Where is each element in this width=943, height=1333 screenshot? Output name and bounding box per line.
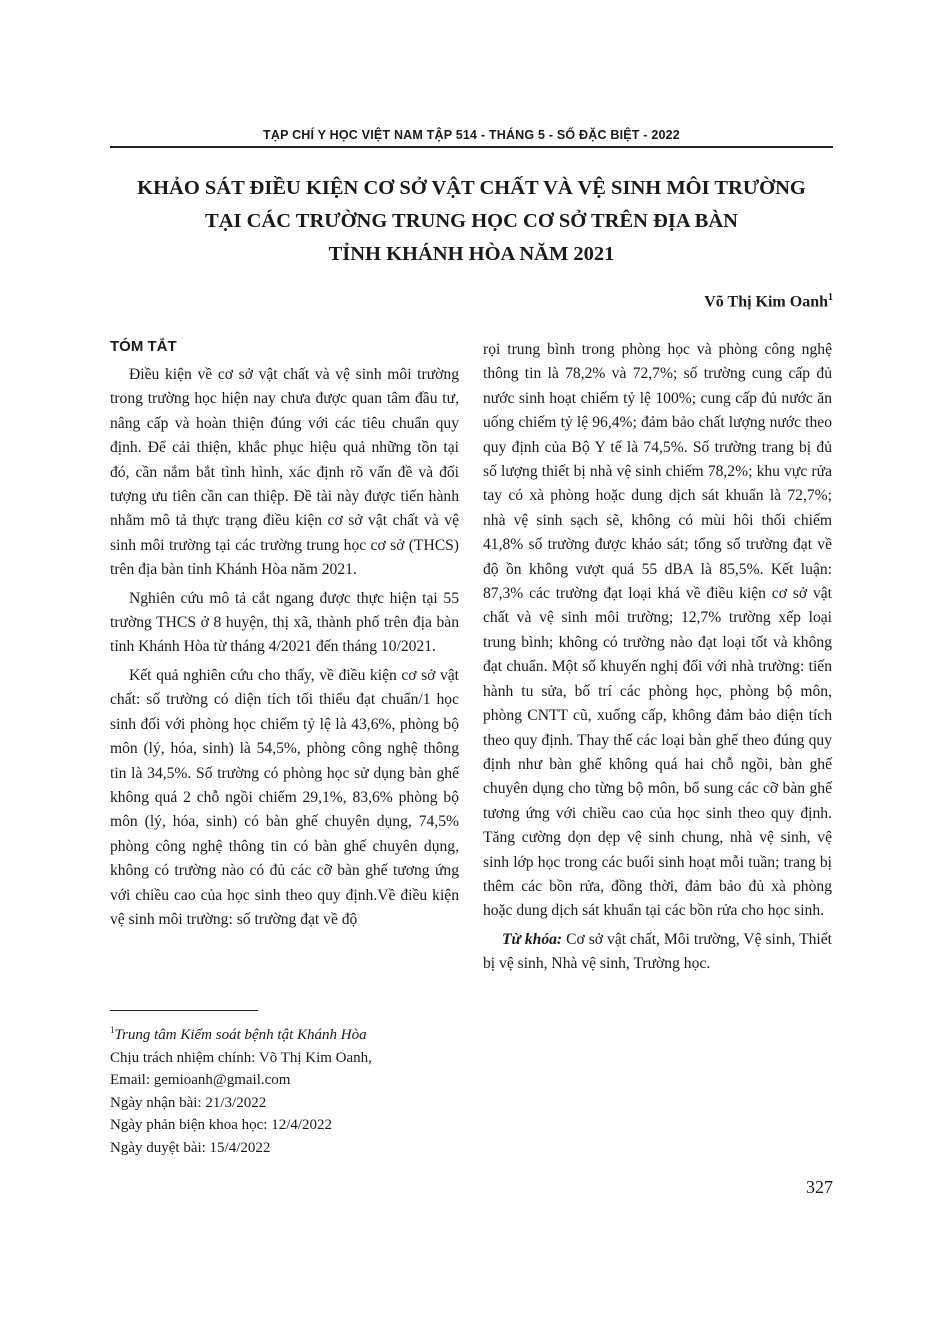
abstract-paragraph: Điều kiện về cơ sở vật chất và vệ sinh môi trường trong trường học hiện nay chưa được quan tâm đầu tư, nâng cấp và hoàn thiện đúng với các tiêu chuẩn quy định. Để cải thiện, khắc phục hiệu quả những tồn tại đó, cần nắm bắt tình hình, xác định rõ vấn đề và đối tượng ưu tiên cần can thiệp. Đề tài này được tiến hành nhằm mô tả thực trạng điều kiện cơ sở vật chất và vệ sinh môi trường tại các trường trung học cơ sở (THCS) trên địa bàn tỉnh Khánh Hòa năm 2021. [110, 366, 459, 579]
article-title [110, 172, 833, 271]
running-head: TẠP CHÍ Y HỌC VIỆT NAM TẬP 514 - THÁNG 5 - SỐ ĐẶC BIỆT - 2022 [263, 128, 680, 142]
abstract-heading: TÓM TẮT [110, 338, 177, 355]
author-text: Võ Thị Kim Oanh [704, 293, 828, 311]
author-affiliation-mark: 1 [828, 292, 833, 303]
title-line: KHẢO SÁT ĐIỀU KIỆN CƠ SỞ VẬT CHẤT VÀ VỆ SINH MÔI TRƯỜNG [137, 177, 806, 199]
keywords [483, 928, 832, 977]
date-reviewed: Ngày phản biện khoa học: 12/4/2022 [110, 1117, 333, 1133]
abstract-paragraph: rọi trung bình trong phòng học và phòng công nghệ thông tin là 78,2% và 72,7%; số trường cung cấp đủ nước sinh hoạt chiếm tỷ lệ 100%; cung cấp đủ nước ăn uống chiếm tỷ lệ 96,4%; đảm bảo chất lượng nước theo quy định của Bộ Y tế là 74,5%. Số trường trang bị đủ số lượng thiết bị nhà vệ sinh chiếm 78,2%; khu vực rửa tay có xà phòng hoặc dung dịch sát khuẩn là 72,7%; nhà vệ sinh sạch sẽ, không có mùi hôi thối chiếm 41,8% số trường được khảo sát; tổng số trường đạt về độ ồn không vượt quá 55 dBA là 85,5%. Kết luận: 87,3% các trường đạt loại khá về điều kiện cơ sở vật chất và vệ sinh môi trường; 12,7% trường xếp loại trung bình; không có trường nào đạt loại tốt và không đạt chuẩn. Một số khuyến nghị đối với nhà trường: tiến hành tu sửa, bố trí các phòng học, phòng bộ môn, phòng CNTT cũ, xuống cấp, không đảm bảo diện tích theo quy định. Thay thế các loại bàn ghế theo đúng quy định như bàn ghế không quá hai chỗ ngồi, bàn ghế chuyên dụng cho từng bộ môn, bổ sung các cỡ bàn ghế tương ứng với chiều cao của học sinh theo quy định. Tăng cường dọn dẹp vệ sinh chung, nhà vệ sinh, vệ sinh lớp học trong các buổi sinh hoạt mỗi tuần; trang bị thêm các bồn rửa, đồng thời, đảm bảo đủ xà phòng hoặc dung dịch sát khuẩn tại các bồn rửa cho học sinh. [483, 341, 832, 920]
abstract-paragraph: Nghiên cứu mô tả cắt ngang được thực hiện tại 55 trường THCS ở 8 huyện, thị xã, thành phố trên địa bàn tỉnh Khánh Hòa từ tháng 4/2021 đến tháng 10/2021. [110, 589, 459, 656]
author-name [704, 292, 833, 311]
title-line: TỈNH KHÁNH HÒA NĂM 2021 [328, 243, 615, 265]
right-column [483, 338, 832, 981]
date-accepted: Ngày duyệt bài: 15/4/2022 [110, 1139, 271, 1156]
keywords-text: Cơ sở vật chất, Môi trường, Vệ sinh, Thiết bị vệ sinh, Nhà vệ sinh, Trường học. [483, 930, 832, 973]
keywords-label: Từ khóa: [502, 930, 563, 948]
title-line: TẠI CÁC TRƯỜNG TRUNG HỌC CƠ SỞ TRÊN ĐỊA BÀN [205, 210, 738, 232]
affiliation-mark: 1 [110, 1025, 115, 1035]
affiliation-text: Trung tâm Kiểm soát bệnh tật Khánh Hòa [114, 1027, 367, 1043]
corresponding-author: Chịu trách nhiệm chính: Võ Thị Kim Oanh, [110, 1049, 372, 1066]
header-rule [110, 146, 833, 148]
abstract-paragraph: Kết quả nghiên cứu cho thấy, về điều kiện cơ sở vật chất: số trường có diện tích tối thiểu đạt chuẩn/1 học sinh đối với phòng học chiếm tỷ lệ là 43,6%, phòng bộ môn (lý, hóa, sinh) là 54,5%, phòng công nghệ thông tin là 34,5%. Số trường có phòng học sử dụng bàn ghế không quá 2 chỗ ngồi chiếm 29,1%, 83,6% phòng bộ môn (lý, hóa, sinh) có bàn ghế chuyên dụng, 74,5% phòng công nghệ thông tin có bàn ghế chuyên dụng, không có trường nào có đủ các cỡ bàn ghế tương ứng với chiều cao của học sinh theo quy định.Về điều kiện vệ sinh môi trường: số trường đạt về độ [110, 666, 459, 928]
left-column [110, 335, 459, 936]
affiliation [110, 1019, 459, 1047]
date-received: Ngày nhận bài: 21/3/2022 [110, 1094, 267, 1111]
page-number: 327 [806, 1177, 833, 1197]
email: Email: gemioanh@gmail.com [110, 1072, 291, 1088]
footnote-rule [110, 1010, 258, 1011]
footnotes [110, 1019, 459, 1159]
